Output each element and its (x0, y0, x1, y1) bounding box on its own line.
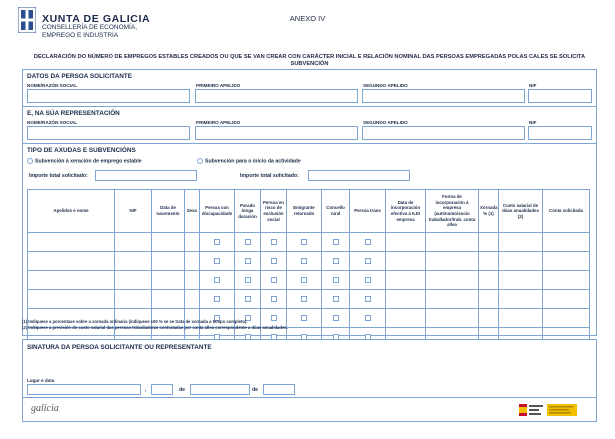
row-checkbox[interactable] (245, 258, 251, 264)
row-checkbox[interactable] (333, 239, 339, 245)
table-cell[interactable] (499, 252, 543, 271)
department-line-2: EMPREGO E INDUSTRIA (42, 31, 119, 39)
table-cell (235, 271, 261, 290)
table-cell[interactable] (386, 233, 426, 252)
column-header-0: Apelidos e nome (28, 190, 115, 233)
annex-label: ANEXO IV (289, 14, 326, 23)
galicia-logo: galicia (31, 403, 59, 414)
row-checkbox[interactable] (214, 258, 220, 264)
row-checkbox[interactable] (333, 296, 339, 302)
representative-name-field[interactable] (27, 126, 190, 140)
place-field[interactable] (27, 384, 141, 395)
row-checkbox[interactable] (271, 315, 277, 321)
form-title (22, 54, 597, 68)
row-checkbox[interactable] (365, 239, 371, 245)
column-header-2: Data de nacemento (152, 190, 185, 233)
row-checkbox[interactable] (301, 277, 307, 283)
month-field[interactable] (190, 384, 250, 395)
table-cell (322, 252, 350, 271)
table-cell (261, 271, 287, 290)
table-row (28, 233, 590, 252)
table-cell[interactable] (499, 290, 543, 309)
form-title-line-2: SUBVENCIÓN (290, 61, 329, 67)
table-cell (200, 290, 235, 309)
table-cell[interactable] (479, 290, 499, 309)
signature-section (22, 339, 597, 398)
comma-label: , (145, 387, 147, 393)
row-checkbox[interactable] (301, 296, 307, 302)
table-cell[interactable] (115, 290, 152, 309)
row-checkbox[interactable] (214, 296, 220, 302)
table-cell[interactable] (499, 271, 543, 290)
row-checkbox[interactable] (333, 315, 339, 321)
row-checkbox[interactable] (245, 239, 251, 245)
table-cell (350, 233, 386, 252)
table-row (28, 271, 590, 290)
column-header-9: Persoa trans (350, 190, 386, 233)
de-label-2: de (252, 387, 259, 393)
table-cell[interactable] (185, 290, 200, 309)
table-cell[interactable] (152, 252, 185, 271)
table-cell[interactable] (152, 233, 185, 252)
table-cell[interactable] (426, 309, 479, 328)
total-label-2: Importe total solicitado: (240, 173, 299, 179)
table-cell[interactable] (499, 233, 543, 252)
column-header-3: Sexo (185, 190, 200, 233)
aid-section-title: TIPO DE AXUDAS E SUBVENCIÓNS (27, 147, 136, 154)
aid-option-employment-label: Subvención á xeración de emprego estable (35, 158, 142, 165)
table-cell[interactable] (426, 271, 479, 290)
place-date-label: Lugar e data (27, 378, 55, 383)
applicant-surname1-label: PRIMEIRO APELIDO (196, 83, 241, 88)
applicant-name-field[interactable] (27, 89, 190, 103)
table-cell[interactable] (28, 233, 115, 252)
table-cell[interactable] (28, 290, 115, 309)
spanish-government-logo-icon (519, 403, 579, 417)
table-cell[interactable] (543, 233, 590, 252)
row-checkbox[interactable] (271, 258, 277, 264)
table-row (28, 290, 590, 309)
table-cell[interactable] (543, 290, 590, 309)
column-header-7: Emigrante retornado (287, 190, 322, 233)
table-cell[interactable] (115, 271, 152, 290)
applicant-nif-label: NIF (529, 83, 537, 88)
table-cell (235, 252, 261, 271)
note-2: (2) Indíquese a previsión do custo salarial das persoas traballadoras contratadas por conta allea correspondente a dúas anualidades. (22, 325, 288, 330)
table-cell[interactable] (426, 252, 479, 271)
row-checkbox[interactable] (214, 239, 220, 245)
row-checkbox[interactable] (365, 296, 371, 302)
column-header-5: Parado longa duración (235, 190, 261, 233)
total-field-2[interactable] (308, 170, 410, 181)
department-line-1: CONSELLERÍA DE ECONOMÍA, (42, 24, 137, 31)
table-cell (322, 309, 350, 328)
column-header-12: Xornada % (1) (479, 190, 499, 233)
row-checkbox[interactable] (333, 277, 339, 283)
column-header-13: Custo salarial de dúas anualidades (2) (499, 190, 543, 233)
applicant-nif-field[interactable] (528, 89, 592, 103)
row-checkbox[interactable] (301, 315, 307, 321)
table-cell[interactable] (426, 290, 479, 309)
applicant-surname2-field[interactable] (362, 89, 525, 103)
table-cell (322, 290, 350, 309)
table-cell[interactable] (185, 233, 200, 252)
table-cell (261, 290, 287, 309)
aid-option-employment[interactable] (27, 158, 142, 164)
table-cell (350, 252, 386, 271)
row-checkbox[interactable] (245, 277, 251, 283)
aid-option-activity-label: Subvención para o inicio da actividade (205, 158, 301, 165)
table-cell[interactable] (426, 233, 479, 252)
table-cell[interactable] (543, 252, 590, 271)
table-cell[interactable] (386, 252, 426, 271)
table-cell[interactable] (386, 290, 426, 309)
representative-surname2-label: SEGUNDO APELIDO (363, 120, 408, 125)
table-cell[interactable] (479, 271, 499, 290)
table-cell (235, 290, 261, 309)
table-cell[interactable] (152, 271, 185, 290)
table-cell (287, 233, 322, 252)
row-checkbox[interactable] (214, 277, 220, 283)
row-checkbox[interactable] (333, 258, 339, 264)
row-checkbox[interactable] (301, 239, 307, 245)
table-cell (287, 290, 322, 309)
row-checkbox[interactable] (301, 258, 307, 264)
table-cell[interactable] (543, 309, 590, 328)
applicant-section-title: DATOS DA PERSOA SOLICITANTE (27, 73, 132, 80)
aid-option-activity[interactable] (197, 158, 301, 164)
representative-section (22, 106, 597, 144)
table-cell (261, 233, 287, 252)
total-field-1[interactable] (95, 170, 197, 181)
table-cell[interactable] (386, 309, 426, 328)
table-cell (287, 271, 322, 290)
column-header-11: Forma de incorporación á empresa (autónomo/socio traballador/trab. conta allea (426, 190, 479, 233)
applicant-surname1-field[interactable] (195, 89, 358, 103)
column-header-6: Persoa en risco de exclusión social (261, 190, 287, 233)
table-cell[interactable] (543, 271, 590, 290)
table-cell (350, 290, 386, 309)
form-title-line-1: DECLARACIÓN DO NÚMERO DE EMPREGOS ESTABLES CREADOS OU QUE SE VAN CREAR CON CARÁCTER INICIAL E RELACIÓN NOMINAL DAS PERSOAS EMPREGADAS POLAS CALES SE SOLICITA (33, 54, 586, 60)
row-checkbox[interactable] (365, 277, 371, 283)
table-cell[interactable] (152, 290, 185, 309)
table-cell (200, 252, 235, 271)
brand-name: XUNTA DE GALICIA (42, 13, 151, 25)
row-checkbox[interactable] (365, 315, 371, 321)
footer-frame (22, 397, 597, 422)
table-cell[interactable] (185, 252, 200, 271)
department-name (42, 24, 137, 39)
year-field[interactable] (263, 384, 295, 395)
applicant-name-label: NOME/RAZÓN SOCIAL (27, 83, 78, 88)
column-header-1: NIF (115, 190, 152, 233)
table-cell (235, 233, 261, 252)
note-1: (1) Indíquese a porcentaxe sobre a xornada ordinaria (indíquese 100 % se se trata de xornada a tempo completo). (22, 319, 248, 324)
de-label-1: de (179, 387, 186, 393)
row-checkbox[interactable] (245, 296, 251, 302)
row-checkbox[interactable] (271, 239, 277, 245)
table-cell[interactable] (479, 233, 499, 252)
row-checkbox[interactable] (271, 296, 277, 302)
radio-employment[interactable] (27, 158, 33, 164)
table-cell (200, 271, 235, 290)
table-cell (200, 233, 235, 252)
table-cell (287, 309, 322, 328)
table-cell (261, 252, 287, 271)
representative-surname1-field[interactable] (195, 126, 358, 140)
applicant-section (22, 69, 597, 107)
table-cell (322, 271, 350, 290)
radio-activity[interactable] (197, 158, 203, 164)
applicant-surname2-label: SEGUNDO APELIDO (363, 83, 408, 88)
table-cell[interactable] (386, 271, 426, 290)
table-cell[interactable] (115, 252, 152, 271)
table-cell[interactable] (499, 309, 543, 328)
day-field[interactable] (151, 384, 173, 395)
row-checkbox[interactable] (365, 258, 371, 264)
table-cell[interactable] (479, 252, 499, 271)
total-label-1: Importe total solicitado: (29, 173, 88, 179)
table-cell (322, 233, 350, 252)
table-header-row (28, 190, 590, 233)
table-cell[interactable] (479, 309, 499, 328)
signature-section-title: SINATURA DA PERSOA SOLICITANTE OU REPRESENTANTE (27, 344, 212, 351)
table-cell (350, 309, 386, 328)
row-checkbox[interactable] (271, 277, 277, 283)
representative-nif-label: NIF (529, 120, 537, 125)
table-cell (350, 271, 386, 290)
representative-surname2-field[interactable] (362, 126, 525, 140)
table-cell[interactable] (28, 252, 115, 271)
column-header-8: Concello rural (322, 190, 350, 233)
column-header-10: Data de incorporación efectiva á ILE/ empresa (386, 190, 426, 233)
representative-surname1-label: PRIMEIRO APELIDO (196, 120, 241, 125)
column-header-4: Persoa con discapacidade (200, 190, 235, 233)
representative-name-label: NOME/RAZÓN SOCIAL (27, 120, 78, 125)
table-cell[interactable] (115, 233, 152, 252)
representative-section-title: E, NA SÚA REPRESENTACIÓN (27, 110, 120, 117)
table-cell[interactable] (28, 271, 115, 290)
representative-nif-field[interactable] (528, 126, 592, 140)
table-row (28, 252, 590, 271)
column-header-14: Conta solicitada (543, 190, 590, 233)
table-cell[interactable] (185, 271, 200, 290)
table-cell (287, 252, 322, 271)
